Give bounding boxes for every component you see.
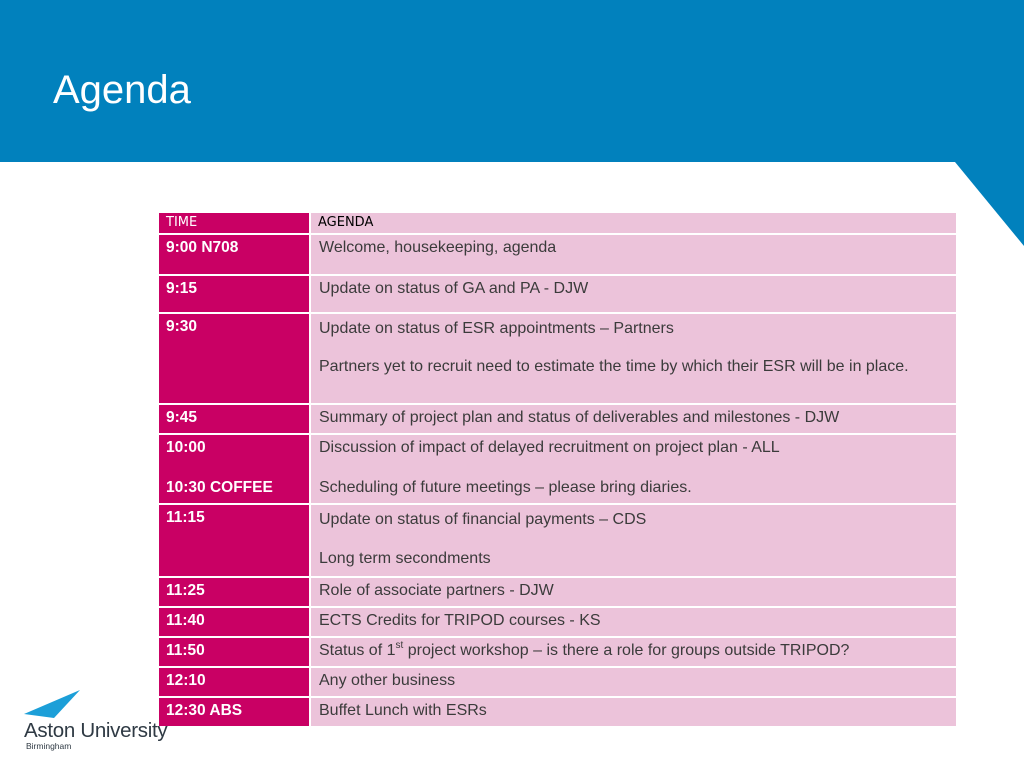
table-row: [158, 404, 957, 434]
table-header-row: [158, 212, 957, 234]
time-cell: 11:40: [158, 607, 310, 637]
slide-title: Agenda: [53, 68, 191, 112]
agenda-item-cell: Welcome, housekeeping, agenda: [310, 234, 957, 275]
agenda-item-cell: Status of 1st project workshop – is there a role for groups outside TRIPOD?: [310, 637, 957, 667]
time-cell: 11:50: [158, 637, 310, 667]
agenda-item-cell: Update on status of financial payments – CDS Long term secondments: [310, 504, 957, 577]
table-row: [158, 607, 957, 637]
table-row: [158, 577, 957, 607]
table-row: [158, 637, 957, 667]
table-row: [158, 667, 957, 697]
time-cell: 9:00 N708: [158, 234, 310, 275]
time-cell: 12:10: [158, 667, 310, 697]
time-cell: 9:45: [158, 404, 310, 434]
table-row: [158, 504, 957, 577]
table-row: [158, 234, 957, 275]
table-row: [158, 313, 957, 404]
time-cell: 11:25: [158, 577, 310, 607]
agenda-item-cell: Update on status of GA and PA - DJW: [310, 275, 957, 313]
agenda-item-cell: Buffet Lunch with ESRs: [310, 697, 957, 727]
logo-name: Aston University: [24, 719, 168, 742]
time-cell: 12:30 ABS: [158, 697, 310, 727]
table-row: [158, 275, 957, 313]
agenda-item-cell: Update on status of ESR appointments – Partners Partners yet to recruit need to estimate the time by which their ESR will be in place.: [310, 313, 957, 404]
agenda-item-cell: Role of associate partners - DJW: [310, 577, 957, 607]
table-row: [158, 697, 957, 727]
agenda-item-cell: Any other business: [310, 667, 957, 697]
agenda-table: [157, 211, 958, 728]
time-cell: 9:30: [158, 313, 310, 404]
agenda-column-header: AGENDA: [310, 212, 957, 234]
time-cell: 11:15: [158, 504, 310, 577]
time-column-header: TIME: [158, 212, 310, 234]
agenda-item-cell: Discussion of impact of delayed recruitment on project plan - ALL Scheduling of future meetings – please bring diaries.: [310, 434, 957, 504]
agenda-item-cell: Summary of project plan and status of deliverables and milestones - DJW: [310, 404, 957, 434]
logo-subtitle: Birmingham: [26, 741, 72, 751]
agenda-item-cell: ECTS Credits for TRIPOD courses - KS: [310, 607, 957, 637]
time-cell: 9:15: [158, 275, 310, 313]
table-row: [158, 434, 957, 504]
time-cell: 10:00 10:30 COFFEE: [158, 434, 310, 504]
